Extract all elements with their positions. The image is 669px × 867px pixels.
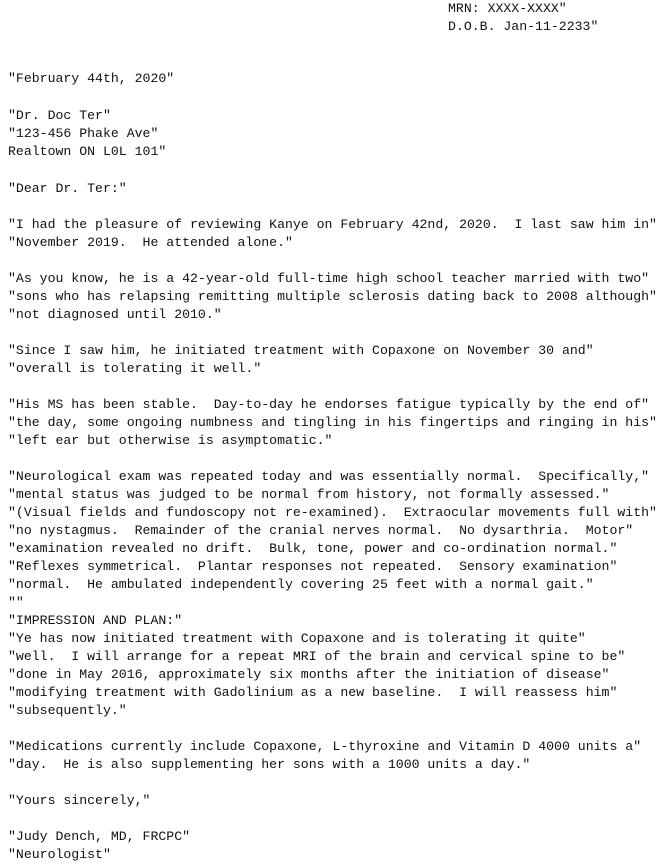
signature-name: "Judy Dench, MD, FRCPC" (8, 829, 191, 844)
paragraph-line: "Medications currently include Copaxone, L-thyroxine and Vitamin D 4000 units a" (8, 739, 642, 754)
paragraph-line: "not diagnosed until 2010." (8, 307, 222, 322)
recipient-street: "123-456 Phake Ave" (8, 126, 159, 141)
closing: "Yours sincerely," (8, 793, 151, 808)
mrn-line: MRN: XXXX-XXXX" (448, 1, 567, 16)
paragraph-line: "left ear but otherwise is asymptomatic." (8, 433, 333, 448)
salutation: "Dear Dr. Ter:" (8, 181, 127, 196)
paragraph-line: "Since I saw him, he initiated treatment with Copaxone on November 30 and" (8, 343, 594, 358)
paragraph-line: "His MS has been stable. Day-to-day he endorses fatigue typically by the end of" (8, 397, 650, 412)
paragraph-line: "normal. He ambulated independently covering 25 feet with a normal gait." (8, 577, 594, 592)
paragraph-line: "sons who has relapsing remitting multiple sclerosis dating back to 2008 although" (8, 289, 657, 304)
paragraph-line: "Ye has now initiated treatment with Copaxone and is tolerating it quite" (8, 631, 586, 646)
paragraph-line: "mental status was judged to be normal from history, not formally assessed." (8, 487, 610, 502)
paragraph-line: "no nystagmus. Remainder of the cranial nerves normal. No dysarthria. Motor" (8, 523, 634, 538)
paragraph-line: "(Visual fields and fundoscopy not re-examined). Extraocular movements full with" (8, 505, 657, 520)
paragraph-line: "day. He is also supplementing her sons with a 1000 units a day." (8, 757, 531, 772)
paragraph-line: "subsequently." (8, 703, 127, 718)
paragraph-line: "As you know, he is a 42-year-old full-time high school teacher married with two" (8, 271, 650, 286)
paragraph-line: "Reflexes symmetrical. Plantar responses not repeated. Sensory examination" (8, 559, 618, 574)
paragraph-line: "the day, some ongoing numbness and tingling in his fingertips and ringing in his" (8, 415, 657, 430)
paragraph-line: "Neurological exam was repeated today and was essentially normal. Specifically," (8, 469, 650, 484)
dob-line: D.O.B. Jan-11-2233" (448, 19, 599, 34)
signature-title: "Neurologist" (8, 847, 111, 862)
impression-heading: "IMPRESSION AND PLAN:" (8, 613, 183, 628)
paragraph-line: "well. I will arrange for a repeat MRI of the brain and cervical spine to be" (8, 649, 626, 664)
paragraph-line: "" (8, 595, 24, 610)
paragraph-line: "examination revealed no drift. Bulk, tone, power and co-ordination normal." (8, 541, 618, 556)
paragraph-line: "modifying treatment with Gadolinium as a new baseline. I will reassess him" (8, 685, 618, 700)
paragraph-line: "done in May 2016, approximately six months after the initiation of disease" (8, 667, 610, 682)
paragraph-line: "I had the pleasure of reviewing Kanye on February 42nd, 2020. I last saw him in" (8, 217, 657, 232)
paragraph-line: "November 2019. He attended alone." (8, 235, 293, 250)
paragraph-line: "overall is tolerating it well." (8, 361, 262, 376)
recipient-city: Realtown ON L0L 101" (8, 144, 167, 159)
recipient-name: "Dr. Doc Ter" (8, 108, 111, 123)
letter-date: "February 44th, 2020" (8, 71, 175, 86)
